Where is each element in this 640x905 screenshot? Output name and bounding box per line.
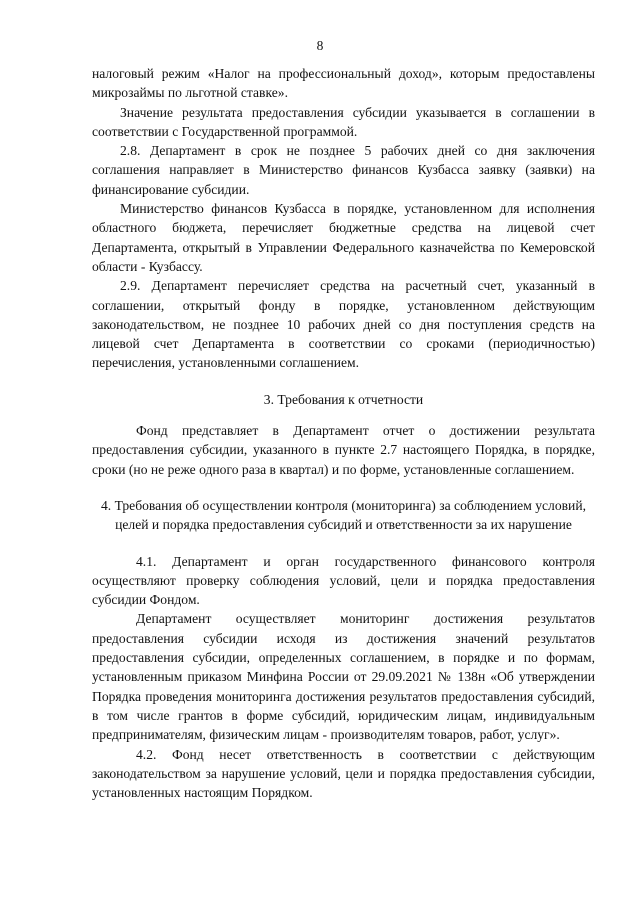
document-body — [92, 64, 595, 802]
paragraph: налоговый режим «Налог на профессиональный доход», которым предоставлены микрозаймы по льготной ставке». — [92, 66, 595, 101]
paragraph: 4.2. Фонд несет ответственность в соответствии с действующим законодательством за нарушение условий, цели и порядка предоставления субсидии, установленных настоящим Порядком. — [92, 746, 595, 801]
paragraph: Фонд представляет в Департамент отчет о достижении результата предоставления субсидии, указанного в пункте 2.7 настоящего Порядка, в порядке, сроки (но не реже одного раза в квартал) и по форме, установленные соглашением. — [92, 423, 595, 477]
page-number: 8 — [316, 38, 324, 53]
paragraph: 2.9. Департамент перечисляет средства на расчетный счет, указанный в соглашении, открытый фонду в порядке, установленном действующим законодательством, не позднее 10 рабочих дней со дня поступления средств на лицевой счет Департамента в соответствии со сроками (периодичностью) перечисления, установленными соглашением. — [92, 278, 595, 371]
paragraph: Департамент осуществляет мониторинг достижения результатов предоставления субсидии исходя из достижения значений результатов предоставления субсидии, определенных соглашением, в порядке и по формам, установленным приказом Минфина России от 29.09.2021 № 138н «Об утверждении Порядка проведения мониторинга достижения результатов предоставления субсидий, в том числе грантов в форме субсидий, юридическим лицам, индивидуальным предпринимателям, физическим лицам - производителям товаров, работ, услуг». — [92, 611, 595, 743]
paragraph: Министерство финансов Кузбасса в порядке, установленном для исполнения областного бюджета, перечисляет бюджетные средства на лицевой счет Департамента, открытый в Управлении Федерального казначейства по Кемеровской области - Кузбассу. — [92, 201, 595, 274]
paragraph: 4.1. Департамент и орган государственного финансового контроля осуществляют проверку соблюдения условий, цели и порядка предоставления субсидии Фондом. — [92, 553, 595, 608]
section-heading: 4. Требования об осуществлении контроля (мониторинга) за соблюдением условий, целей и порядка предоставления субсидий и ответственности за их нарушение — [100, 497, 586, 533]
paragraph: Значение результата предоставления субсидии указывается в соглашении в соответствии с Государственной программой. — [92, 104, 595, 139]
paragraph: 2.8. Департамент в срок не позднее 5 рабочих дней со дня заключения соглашения направляет в Министерство финансов Кузбасса заявку (заявки) на финансирование субсидии. — [92, 143, 595, 197]
section-heading: 3. Требования к отчетности — [263, 391, 424, 407]
